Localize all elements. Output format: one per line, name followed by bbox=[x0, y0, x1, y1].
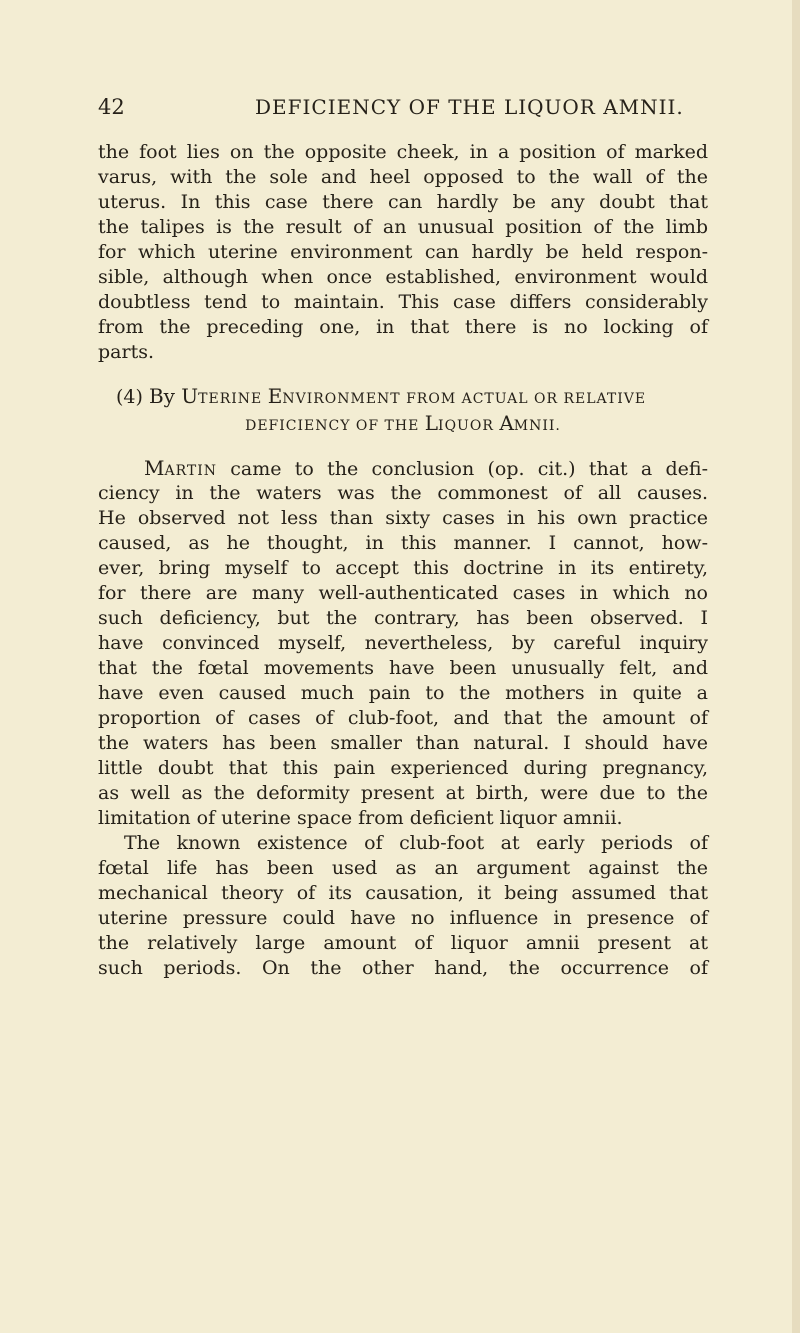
text-line: ever, bring myself to accept this doctrine in its entirety, bbox=[98, 557, 708, 579]
text-line: The known existence of club-foot at early periods of bbox=[124, 832, 708, 854]
heading-text: IQUOR bbox=[438, 418, 500, 434]
section-number: (4) bbox=[116, 386, 149, 408]
text-line: He observed not less than sixty cases in his own practice bbox=[98, 507, 708, 529]
text-line: sible, although when once established, environment would bbox=[98, 266, 708, 288]
text-line: uterus. In this case there can hardly be any doubt that bbox=[98, 191, 708, 213]
text-line: fœtal life has been used as an argument against the bbox=[98, 857, 708, 879]
author-name: M bbox=[144, 456, 165, 480]
heading-text: MNII. bbox=[513, 418, 561, 434]
text-line: the waters has been smaller than natural. I should have bbox=[98, 732, 708, 754]
heading-text: L bbox=[424, 411, 439, 435]
text-line: varus, with the sole and heel opposed to the wall of the bbox=[98, 166, 708, 188]
text-line: limitation of uterine space from deficient liquor amnii. bbox=[98, 807, 623, 829]
author-name: ARTIN bbox=[164, 463, 218, 479]
text-line: as well as the deformity present at birth, were due to the bbox=[98, 782, 708, 804]
heading-text: TERINE bbox=[198, 391, 268, 407]
text-line: ciency in the waters was the commonest of all causes. bbox=[98, 482, 708, 504]
text-line: uterine pressure could have no influence in presence of bbox=[98, 907, 708, 929]
text-line: for there are many well-authenticated cases in which no bbox=[98, 582, 708, 604]
text-line: little doubt that this pain experienced during pregnancy, bbox=[98, 757, 708, 779]
page-number: 42 bbox=[98, 95, 125, 119]
text-line: caused, as he thought, in this manner. I cannot, how- bbox=[98, 532, 708, 554]
text-line: parts. bbox=[98, 341, 154, 363]
text-line: for which uterine environment can hardly be held respon- bbox=[98, 241, 708, 263]
text-line: such periods. On the other hand, the occurrence of bbox=[98, 957, 708, 979]
text-line: the talipes is the result of an unusual position of the limb bbox=[98, 216, 708, 238]
text-line: from the preceding one, in that there is no locking of bbox=[98, 316, 708, 338]
text-line bbox=[144, 456, 708, 484]
page-edge bbox=[792, 0, 800, 1333]
heading-text: NVIRONMENT FROM ACTUAL OR RELATIVE bbox=[282, 391, 647, 407]
text-line: the relatively large amount of liquor amnii present at bbox=[98, 932, 708, 954]
section-heading-line bbox=[116, 384, 708, 412]
text-line: doubtless tend to maintain. This case differs considerably bbox=[98, 291, 708, 313]
heading-text: DEFICIENCY OF THE bbox=[245, 418, 425, 434]
heading-text: By U bbox=[148, 384, 199, 408]
text-line: that the fœtal movements have been unusually felt, and bbox=[98, 657, 708, 679]
text-line: the foot lies on the opposite cheek, in a position of marked bbox=[98, 141, 708, 163]
text-line: mechanical theory of its causation, it being assumed that bbox=[98, 882, 708, 904]
text-line: such deficiency, but the contrary, has been observed. I bbox=[98, 607, 708, 629]
heading-text: A bbox=[499, 411, 514, 435]
page-header bbox=[0, 95, 800, 125]
text-span: came to the conclusion (op. cit.) that a defi- bbox=[217, 458, 708, 480]
text-line: have even caused much pain to the mothers in quite a bbox=[98, 682, 708, 704]
text-line: have convinced myself, nevertheless, by careful inquiry bbox=[98, 632, 708, 654]
section-heading-line bbox=[98, 411, 708, 439]
running-title: DEFICIENCY OF THE LIQUOR AMNII. bbox=[255, 95, 684, 119]
heading-text: E bbox=[267, 384, 283, 408]
text-line: proportion of cases of club-foot, and that the amount of bbox=[98, 707, 708, 729]
